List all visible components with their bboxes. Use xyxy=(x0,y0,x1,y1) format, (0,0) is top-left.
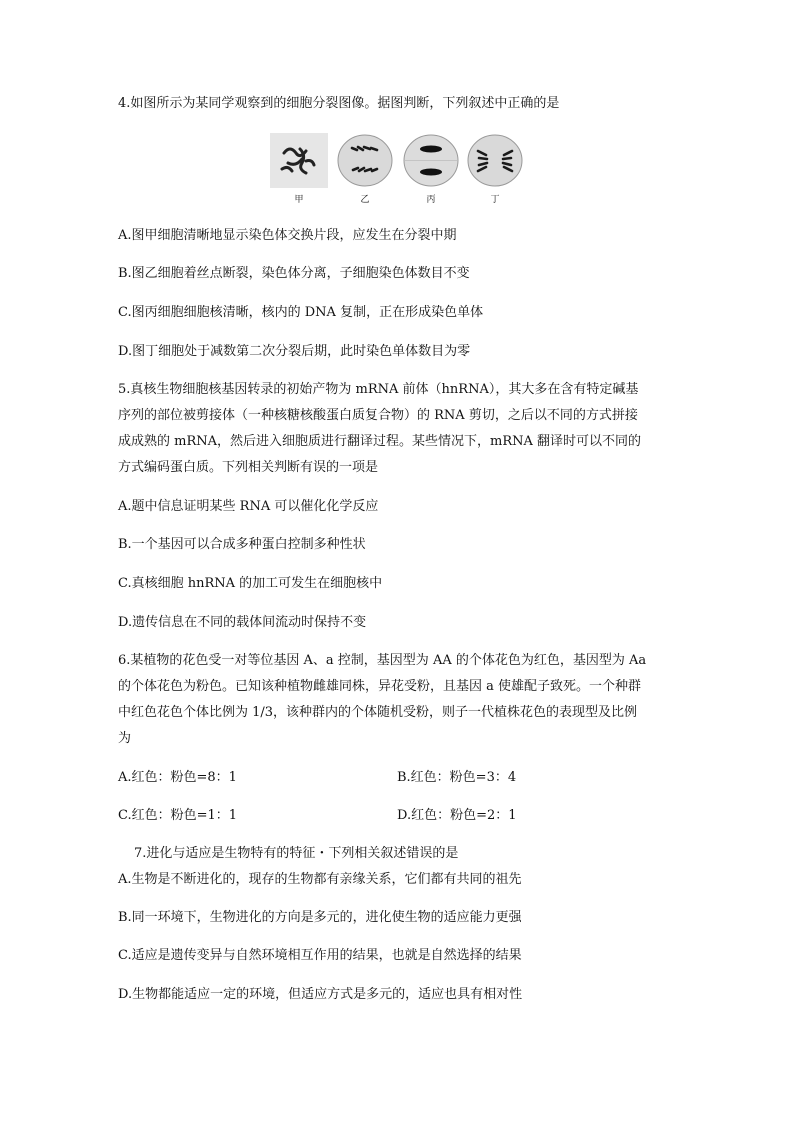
question-4-option-b: B.图乙细胞着丝点断裂，染色体分离，子细胞染色体数目不变 xyxy=(118,266,470,281)
question-6-stem-line-3: 中红色花色个体比例为 1/3，该种群内的个体随机受粉，则子一代植株花色的表现型及比例 xyxy=(118,705,638,720)
question-4-option-a: A.图甲细胞清晰地显示染色体交换片段，应发生在分裂中期 xyxy=(118,228,457,243)
cell-image-bing xyxy=(402,133,460,188)
cell-image-yi xyxy=(336,133,394,188)
question-7-stem: 7.进化与适应是生物特有的特征・下列相关叙述错误的是 xyxy=(134,846,459,861)
cell-image-jia xyxy=(270,133,328,188)
figure-label-bing: 丙 xyxy=(426,195,436,205)
question-6-option-c: C.红色：粉色=1：1 xyxy=(118,808,238,823)
question-5-option-c: C.真核细胞 hnRNA 的加工可发生在细胞核中 xyxy=(118,576,383,591)
question-5-option-b: B.一个基因可以合成多种蛋白控制多种性状 xyxy=(118,537,366,552)
question-7-option-d: D.生物都能适应一定的环境，但适应方式是多元的，适应也具有相对性 xyxy=(118,987,523,1002)
question-6-stem-line-4: 为 xyxy=(118,731,132,746)
question-4-option-d: D.图丁细胞处于减数第二次分裂后期，此时染色单体数目为零 xyxy=(118,344,471,359)
figure-label-jia: 甲 xyxy=(294,195,304,205)
question-6-stem-line-2: 的个体花色为粉色。已知该种植物雌雄同株，异花受粉，且基因 a 使雄配子致死。一个种群 xyxy=(118,679,642,694)
question-7-option-a: A.生物是不断进化的，现存的生物都有亲缘关系，它们都有共同的祖先 xyxy=(118,872,522,887)
question-4-stem: 4.如图所示为某同学观察到的细胞分裂图像。据图判断，下列叙述中正确的是 xyxy=(118,96,560,111)
question-6-option-b: B.红色：粉色=3：4 xyxy=(397,770,517,785)
question-5-stem-line-1: 5.真核生物细胞核基因转录的初始产物为 mRNA 前体（hnRNA），其大多在含有特定碱基 xyxy=(118,382,639,397)
question-6-option-d: D.红色：粉色=2：1 xyxy=(397,808,517,823)
question-5-option-a: A.题中信息证明某些 RNA 可以催化化学反应 xyxy=(118,499,379,514)
question-5-stem-line-2: 序列的部位被剪接体（一种核糖核酸蛋白质复合物）的 RNA 剪切，之后以不同的方式拼接 xyxy=(118,408,638,423)
question-5-stem-line-4: 方式编码蛋白质。下列相关判断有误的一项是 xyxy=(118,460,379,475)
question-6-option-a: A.红色：粉色=8：1 xyxy=(118,770,237,785)
figure-label-ding: 丁 xyxy=(490,195,500,205)
question-7-option-b: B.同一环境下，生物进化的方向是多元的，进化使生物的适应能力更强 xyxy=(118,910,522,925)
cell-division-figure xyxy=(270,133,522,209)
question-6-stem-line-1: 6.某植物的花色受一对等位基因 A、a 控制，基因型为 AA 的个体花色为红色，基因型为 Aa xyxy=(118,653,647,668)
question-4-option-c: C.图丙细胞细胞核清晰，核内的 DNA 复制，正在形成染色单体 xyxy=(118,305,484,320)
figure-label-yi: 乙 xyxy=(360,195,370,205)
question-5-stem-line-3: 成成熟的 mRNA，然后进入细胞质进行翻译过程。某些情况下，mRNA 翻译时可以不同的 xyxy=(118,434,642,449)
cell-image-ding xyxy=(466,133,524,188)
question-5-option-d: D.遗传信息在不同的载体间流动时保持不变 xyxy=(118,615,367,630)
question-7-option-c: C.适应是遗传变异与自然环境相互作用的结果，也就是自然选择的结果 xyxy=(118,948,522,963)
